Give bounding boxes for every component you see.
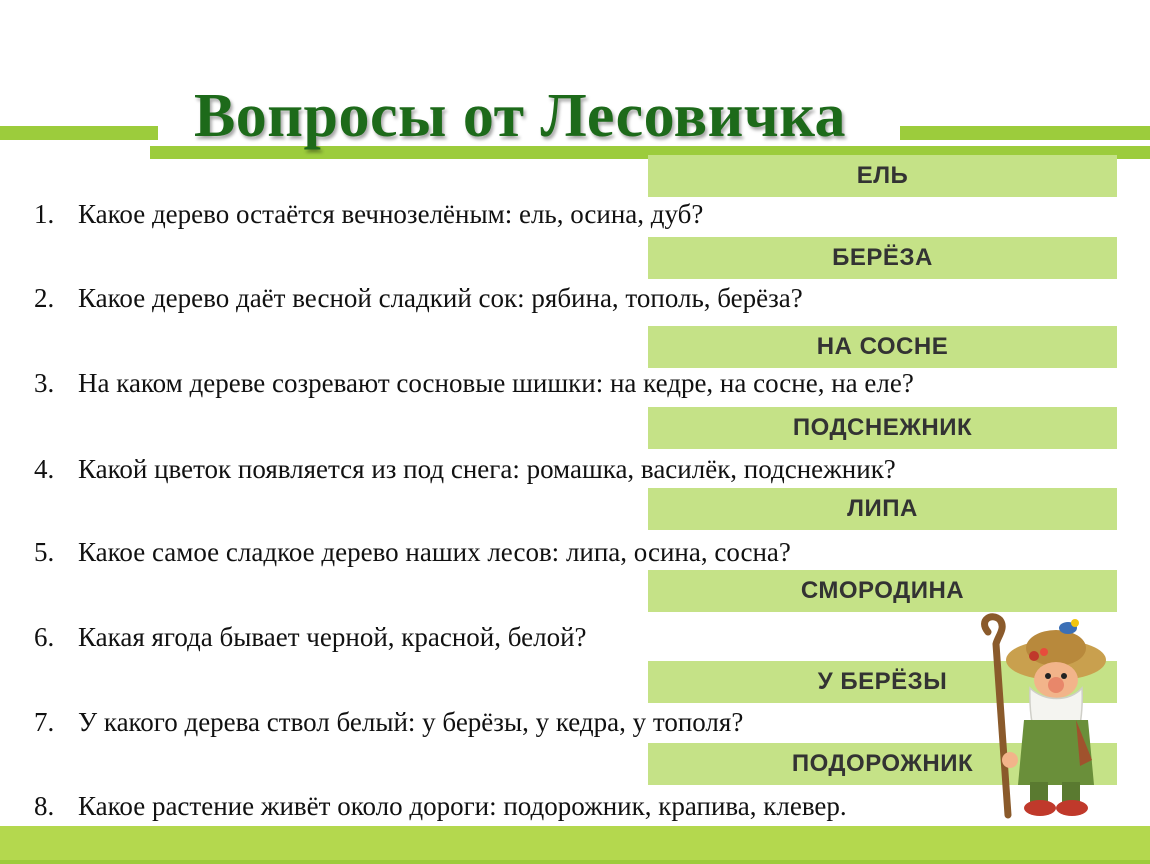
question-text: Какое растение живёт около дороги: подорожник, крапива, клевер. xyxy=(78,791,847,821)
question-number: 5. xyxy=(34,537,55,567)
question-6 xyxy=(34,621,587,653)
question-number: 8. xyxy=(34,791,55,821)
question-number: 6. xyxy=(34,622,55,652)
question-number: 4. xyxy=(34,454,55,484)
question-text: Какое самое сладкое дерево наших лесов: липа, осина, сосна? xyxy=(78,537,791,567)
answer-box-6[interactable]: СМОРОДИНА xyxy=(648,570,1117,612)
lesovichok-illustration xyxy=(968,610,1118,820)
answer-box-4[interactable]: ПОДСНЕЖНИК xyxy=(648,407,1117,449)
question-number: 7. xyxy=(34,707,55,737)
question-5 xyxy=(34,536,791,568)
decor-bottom-bar xyxy=(0,826,1150,864)
question-text: Какой цветок появляется из под снега: ромашка, василёк, подснежник? xyxy=(78,454,896,484)
answer-box-2[interactable]: БЕРЁЗА xyxy=(648,237,1117,279)
answer-box-3[interactable]: НА СОСНЕ xyxy=(648,326,1117,368)
question-2 xyxy=(34,282,803,314)
slide-title: Вопросы от Лесовичка xyxy=(193,82,847,150)
answer-box-8[interactable]: ПОДОРОЖНИК xyxy=(648,743,1117,785)
answer-box-5[interactable]: ЛИПА xyxy=(648,488,1117,530)
question-text: У какого дерева ствол белый: у берёзы, у кедра, у тополя? xyxy=(78,707,744,737)
question-text: Какое дерево остаётся вечнозелёным: ель, осина, дуб? xyxy=(78,199,704,229)
question-number: 3. xyxy=(34,368,55,398)
question-8 xyxy=(34,790,847,822)
question-3 xyxy=(34,367,914,399)
question-1 xyxy=(34,198,703,230)
question-number: 2. xyxy=(34,283,55,313)
decor-bottom-line xyxy=(0,860,1150,864)
question-7 xyxy=(34,706,743,738)
question-text: Какое дерево даёт весной сладкий сок: рябина, тополь, берёза? xyxy=(78,283,803,313)
question-number: 1. xyxy=(34,199,55,229)
answer-box-1[interactable]: ЕЛЬ xyxy=(648,155,1117,197)
question-4 xyxy=(34,453,896,485)
question-text: На каком дереве созревают сосновые шишки: на кедре, на сосне, на еле? xyxy=(78,368,914,398)
question-text: Какая ягода бывает черной, красной, белой? xyxy=(78,622,587,652)
answer-box-7[interactable]: У БЕРЁЗЫ xyxy=(648,661,1117,703)
